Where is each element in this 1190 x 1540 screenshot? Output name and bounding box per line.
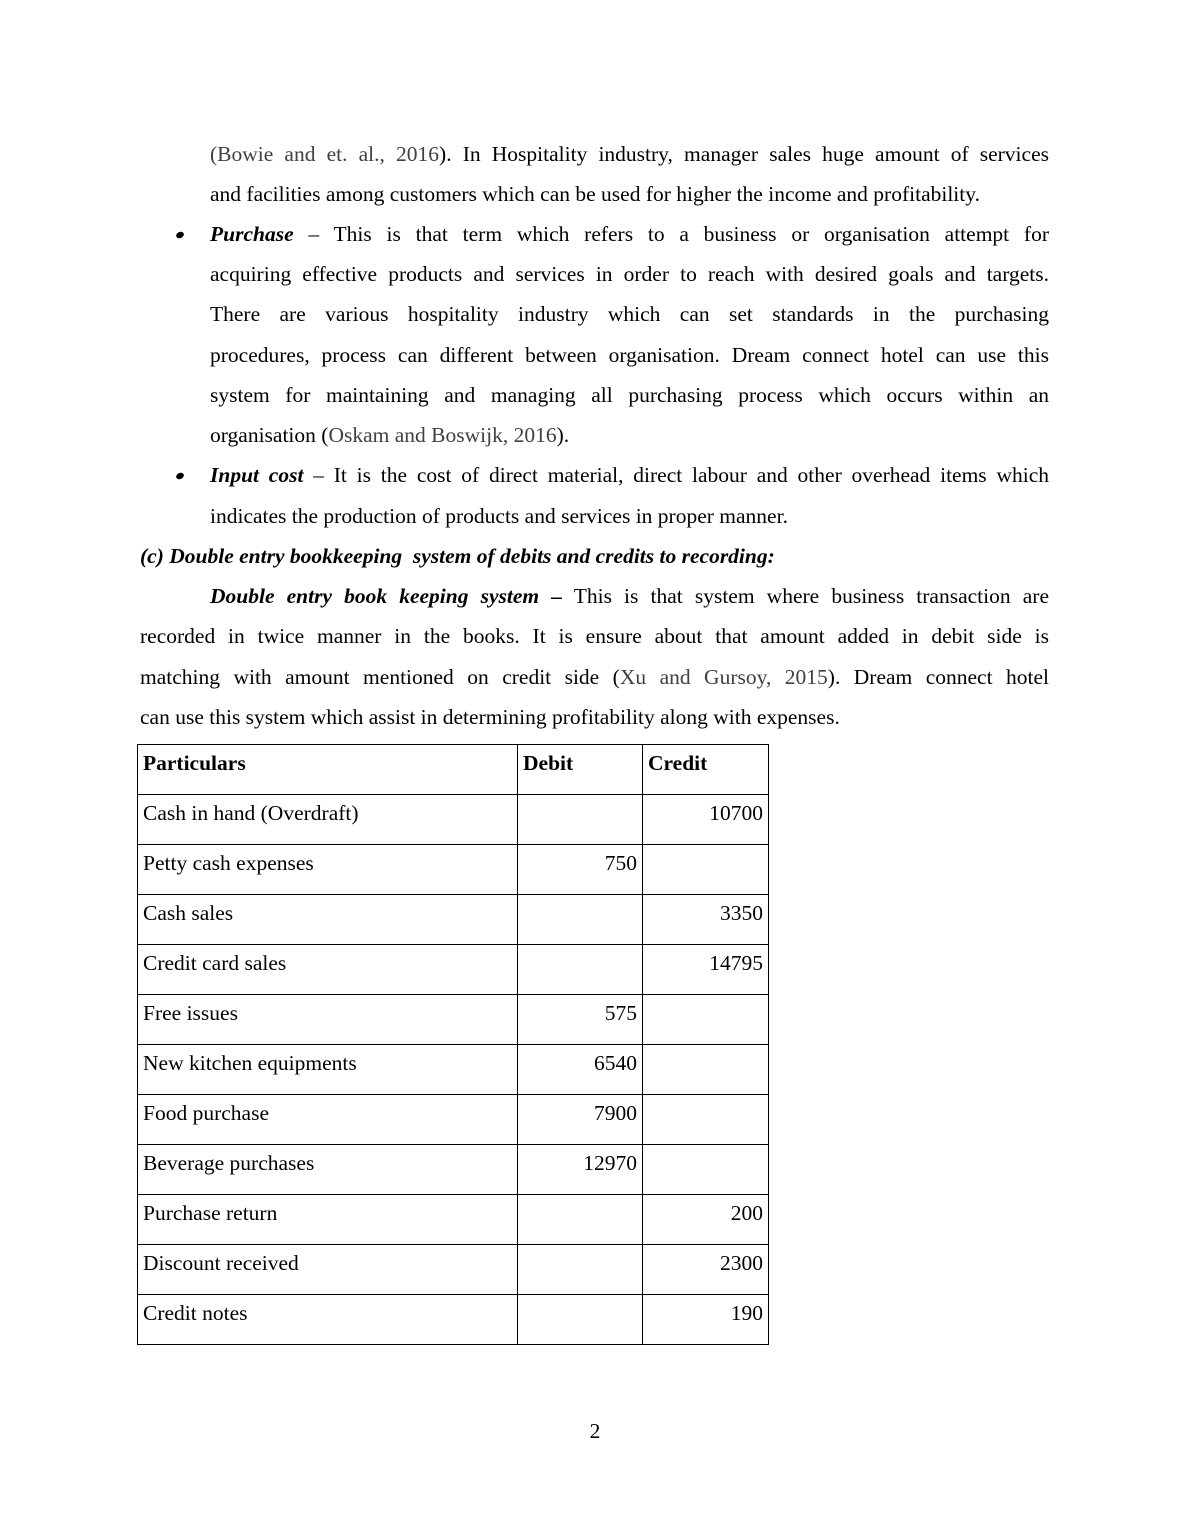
header-debit: Debit (518, 745, 643, 795)
cell-credit: 10700 (643, 795, 769, 845)
header-credit: Credit (643, 745, 769, 795)
double-entry-term: Double entry book keeping system – (210, 584, 562, 608)
bullet-dot-icon (175, 231, 185, 240)
cell-debit (518, 895, 643, 945)
input-cost-line-2: indicates the production of products and services in proper manner. (210, 504, 788, 528)
purchase-term: Purchase (210, 222, 294, 246)
citation-oskam: Oskam and Boswijk, 2016 (328, 423, 557, 447)
double-entry-line-4: can use this system which assist in determining profitability along with expenses. (140, 705, 840, 729)
intro-line-2: and facilities among customers which can be used for higher the income and profitability. (210, 182, 980, 206)
purchase-line-3: There are various hospitality industry which can set standards in the purchasing (210, 302, 1049, 326)
cell-debit (518, 795, 643, 845)
input-cost-term: Input cost (210, 463, 304, 487)
table-row (138, 1045, 769, 1095)
cell-credit (643, 1145, 769, 1195)
intro-line-1: (Bowie and et. al., 2016). In Hospitality industry, manager sales huge amount of services (210, 142, 1049, 166)
table-row (138, 1295, 769, 1345)
table-header-row (138, 745, 769, 795)
table-row (138, 1095, 769, 1145)
bullet-dot-icon (175, 472, 185, 481)
cell-credit (643, 995, 769, 1045)
cell-credit: 14795 (643, 945, 769, 995)
purchase-line-2: acquiring effective products and services in order to reach with desired goals and targets. (210, 262, 1049, 286)
citation-xu: Xu and Gursoy, 2015 (619, 665, 828, 689)
cell-credit: 190 (643, 1295, 769, 1345)
cell-particulars: Credit card sales (138, 945, 518, 995)
cell-debit (518, 945, 643, 995)
cell-credit: 3350 (643, 895, 769, 945)
ledger-table (137, 744, 769, 1345)
table-row (138, 1145, 769, 1195)
table-row (138, 795, 769, 845)
double-entry-line-3: matching with amount mentioned on credit side (Xu and Gursoy, 2015). Dream connect hotel (140, 665, 1050, 689)
purchase-line-4: procedures, process can different between organisation. Dream connect hotel can use this (210, 343, 1049, 367)
section-heading: (c) Double entry bookkeeping system of debits and credits to recording: (140, 544, 775, 568)
cell-particulars: Beverage purchases (138, 1145, 518, 1195)
table-row (138, 1245, 769, 1295)
cell-particulars: Cash sales (138, 895, 518, 945)
cell-debit: 12970 (518, 1145, 643, 1195)
purchase-line-6: organisation (Oskam and Boswijk, 2016). (210, 423, 570, 447)
page-number: 2 (589, 1419, 601, 1443)
cell-debit: 575 (518, 995, 643, 1045)
cell-particulars: Credit notes (138, 1295, 518, 1345)
cell-credit (643, 1045, 769, 1095)
table-row (138, 995, 769, 1045)
cell-debit (518, 1295, 643, 1345)
cell-particulars: Discount received (138, 1245, 518, 1295)
input-cost-line-1: Input cost – It is the cost of direct material, direct labour and other overhead items which (210, 463, 1050, 487)
cell-particulars: Purchase return (138, 1195, 518, 1245)
double-entry-line-1: Double entry book keeping system – This is that system where business transaction are (210, 584, 1049, 608)
cell-debit (518, 1245, 643, 1295)
cell-particulars: Food purchase (138, 1095, 518, 1145)
table-row (138, 1195, 769, 1245)
cell-particulars: New kitchen equipments (138, 1045, 518, 1095)
purchase-line-5: system for maintaining and managing all purchasing process which occurs within an (210, 383, 1049, 407)
cell-particulars: Free issues (138, 995, 518, 1045)
table-row (138, 895, 769, 945)
cell-particulars: Cash in hand (Overdraft) (138, 795, 518, 845)
cell-credit: 2300 (643, 1245, 769, 1295)
cell-credit: 200 (643, 1195, 769, 1245)
cell-credit (643, 845, 769, 895)
double-entry-line-2: recorded in twice manner in the books. It is ensure about that amount added in debit side is (140, 624, 1049, 648)
cell-particulars: Petty cash expenses (138, 845, 518, 895)
cell-debit: 6540 (518, 1045, 643, 1095)
cell-debit: 7900 (518, 1095, 643, 1145)
cell-debit (518, 1195, 643, 1245)
purchase-line-1: Purchase – This is that term which refers to a business or organisation attempt for (210, 222, 1049, 246)
header-particulars: Particulars (138, 745, 518, 795)
table-row (138, 845, 769, 895)
table-row (138, 945, 769, 995)
cell-credit (643, 1095, 769, 1145)
citation-bowie: (Bowie and et. al., 2016 (210, 142, 440, 166)
cell-debit: 750 (518, 845, 643, 895)
